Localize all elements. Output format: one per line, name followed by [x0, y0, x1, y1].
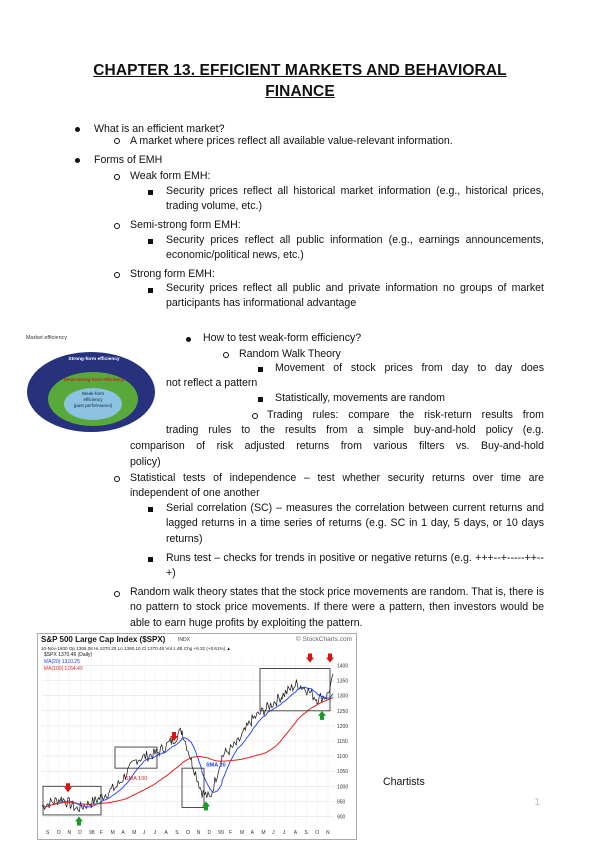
sma100-label: SMA 100 [125, 776, 148, 783]
strong-form-description: Security prices reflect all public and private information no groups of market participants has informational advantage [166, 282, 544, 310]
square-bullet-icon [258, 367, 263, 372]
weak-form-label: Weak-form efficiency (past performance) [73, 391, 113, 408]
chart-legend-ma20: MA(20) 1320.25 [44, 659, 80, 665]
semi-strong-form-heading: Semi-strong form EMH: [130, 219, 241, 231]
chartists-label: Chartists [383, 776, 425, 788]
chart-exchange: INDX [178, 637, 190, 643]
x-tick-label: N [326, 830, 330, 836]
x-tick-label: S [175, 830, 179, 836]
up-arrow-icon [318, 711, 326, 720]
x-tick-label: 98 [89, 830, 95, 836]
y-tick-label: 1000 [337, 784, 349, 791]
efficiency-ellipses [26, 335, 156, 435]
x-tick-label: 99 [218, 830, 224, 836]
ma100-line [42, 697, 333, 807]
x-tick-label: F [99, 830, 103, 836]
y-tick-label: 1350 [337, 678, 349, 685]
random-walk-point-1-b: not reflect a pattern [166, 377, 258, 389]
x-tick-label: O [315, 830, 320, 836]
x-tick-label: A [164, 830, 168, 836]
runs-test: Runs test – checks for trends in positive or negative returns (e.g. +++--+-----++--+) [166, 552, 544, 580]
y-tick-label: 1100 [337, 754, 348, 761]
semi-strong-label: Semi-strong form efficiency [63, 377, 125, 382]
x-tick-label: M [261, 830, 266, 836]
y-tick-label: 1250 [337, 708, 349, 715]
forms-heading: Forms of EMH [94, 154, 163, 166]
bullet-icon [75, 158, 80, 163]
weak-form-description: Security prices reflect all historical market information (e.g., historical prices, trading volume, etc.) [166, 185, 544, 213]
question-efficient-market: What is an efficient market? [94, 123, 225, 135]
x-tick-label: J [272, 830, 275, 836]
square-bullet-icon [148, 557, 153, 562]
chapter-title: CHAPTER 13. EFFICIENT MARKETS AND BEHAVIORAL FINANCE [93, 62, 507, 100]
ma20-line [42, 687, 333, 807]
trading-rules-line-2: trading rules to the results from a simple buy-and-hold policy (e.g. [166, 424, 544, 436]
chart-legend-price: $SPX 1370.46 (Daily) [44, 652, 93, 658]
chart-info: 10-Nov-1600 Op 1365.08 Hi 1370.20 Lo 1360.10 Cl 1370.48 Vol 1.4B Chg +9.32 (+0.61%) ▲ [41, 646, 231, 651]
pattern-box [115, 747, 157, 768]
x-tick-label: S [46, 830, 50, 836]
circle-bullet-icon [114, 476, 120, 482]
diagram-caption: Market efficiency [26, 335, 68, 341]
x-tick-label: M [110, 830, 115, 836]
answer-efficient-market: A market where prices reflect all available value-relevant information. [130, 135, 453, 147]
y-tick-label: 900 [337, 814, 346, 821]
circle-bullet-icon [114, 174, 120, 180]
trading-rules-line-4: policy) [130, 456, 161, 468]
semi-strong-form-description: Security prices reflect all public information (e.g., earnings announcements, economic/political news, etc.) [166, 234, 544, 262]
page-number: 1 [534, 797, 540, 808]
square-bullet-icon [148, 239, 153, 244]
weak-form-test-question: How to test weak-form efficiency? [203, 332, 362, 344]
circle-bullet-icon [252, 413, 258, 419]
x-tick-label: O [56, 830, 61, 836]
down-arrow-icon [326, 653, 334, 662]
x-tick-label: J [153, 830, 157, 836]
x-tick-label: N [67, 830, 72, 836]
down-arrow-icon [64, 783, 72, 792]
trading-rules-line-3: comparison of risk adjusted returns from various filters vs. Buy-and-hold [130, 440, 544, 452]
circle-bullet-icon [114, 591, 120, 597]
x-tick-label: S [304, 830, 308, 836]
circle-bullet-icon [114, 272, 120, 278]
weak-form-heading: Weak form EMH: [130, 170, 211, 182]
x-tick-label: M [132, 830, 137, 836]
x-tick-label: D [207, 830, 212, 836]
y-tick-label: 1050 [337, 769, 349, 776]
x-tick-label: N [196, 830, 201, 836]
x-tick-label: D [78, 830, 82, 836]
chart-legend-ma100: MA(100) 1264.48 [44, 666, 83, 672]
random-walk-point-1-a: Movement of stock prices from day to day does [275, 362, 544, 374]
chart-plot [38, 634, 356, 839]
x-tick-label: M [239, 830, 245, 836]
circle-bullet-icon [114, 223, 120, 229]
y-tick-label: 1150 [337, 739, 348, 745]
x-tick-label: J [282, 830, 286, 836]
up-arrow-icon [75, 817, 83, 826]
y-tick-label: 1300 [337, 693, 349, 700]
random-walk-theory-heading: Random Walk Theory [239, 348, 341, 360]
statistical-tests-independence: Statistical tests of independence – test whether security returns over time are independent of one another [130, 472, 544, 500]
chart-source: © StockCharts.com [295, 636, 352, 643]
square-bullet-icon [258, 397, 263, 402]
random-walk-paragraph: Random walk theory states that the stock price movements are random. That is, there is no pattern to stock price movements. If there were a pattern, then investors would be able to earn huge profits by exploiting the pattern. [130, 586, 544, 629]
random-walk-point-2: Statistically, movements are random [275, 392, 445, 404]
price-line [42, 674, 333, 812]
chart-title: S&P 500 Large Cap Index ($SPX) [41, 635, 166, 644]
strong-form-heading: Strong form EMH: [130, 268, 215, 280]
bullet-icon [75, 127, 80, 132]
market-efficiency-diagram [26, 335, 156, 435]
x-tick-label: A [121, 830, 125, 836]
x-tick-label: A [250, 830, 254, 836]
x-tick-label: A [293, 830, 298, 836]
x-tick-label: J [142, 830, 146, 836]
square-bullet-icon [148, 507, 153, 512]
bullet-icon [186, 337, 191, 342]
y-tick-label: 1400 [337, 663, 349, 670]
serial-correlation: Serial correlation (SC) – measures the correlation between current returns and lagged returns in a time series of returns (e.g. SC in 1 day, 5 days, or 10 days returns) [166, 502, 544, 545]
circle-bullet-icon [223, 352, 229, 358]
trading-rules-line-1: Trading rules: compare the risk-return results from [267, 409, 544, 421]
sma20-label: SMA 20 [206, 762, 226, 769]
square-bullet-icon [148, 190, 153, 195]
x-tick-label: O [186, 830, 190, 836]
up-arrow-icon [202, 801, 210, 810]
x-tick-label: F [229, 830, 233, 836]
y-tick-label: 950 [337, 799, 346, 806]
square-bullet-icon [148, 288, 153, 293]
strong-form-label: Strong-form efficiency [68, 357, 120, 362]
circle-bullet-icon [114, 138, 120, 144]
y-tick-label: 1200 [337, 723, 349, 730]
down-arrow-icon [306, 653, 314, 662]
sp500-chart [37, 633, 357, 840]
